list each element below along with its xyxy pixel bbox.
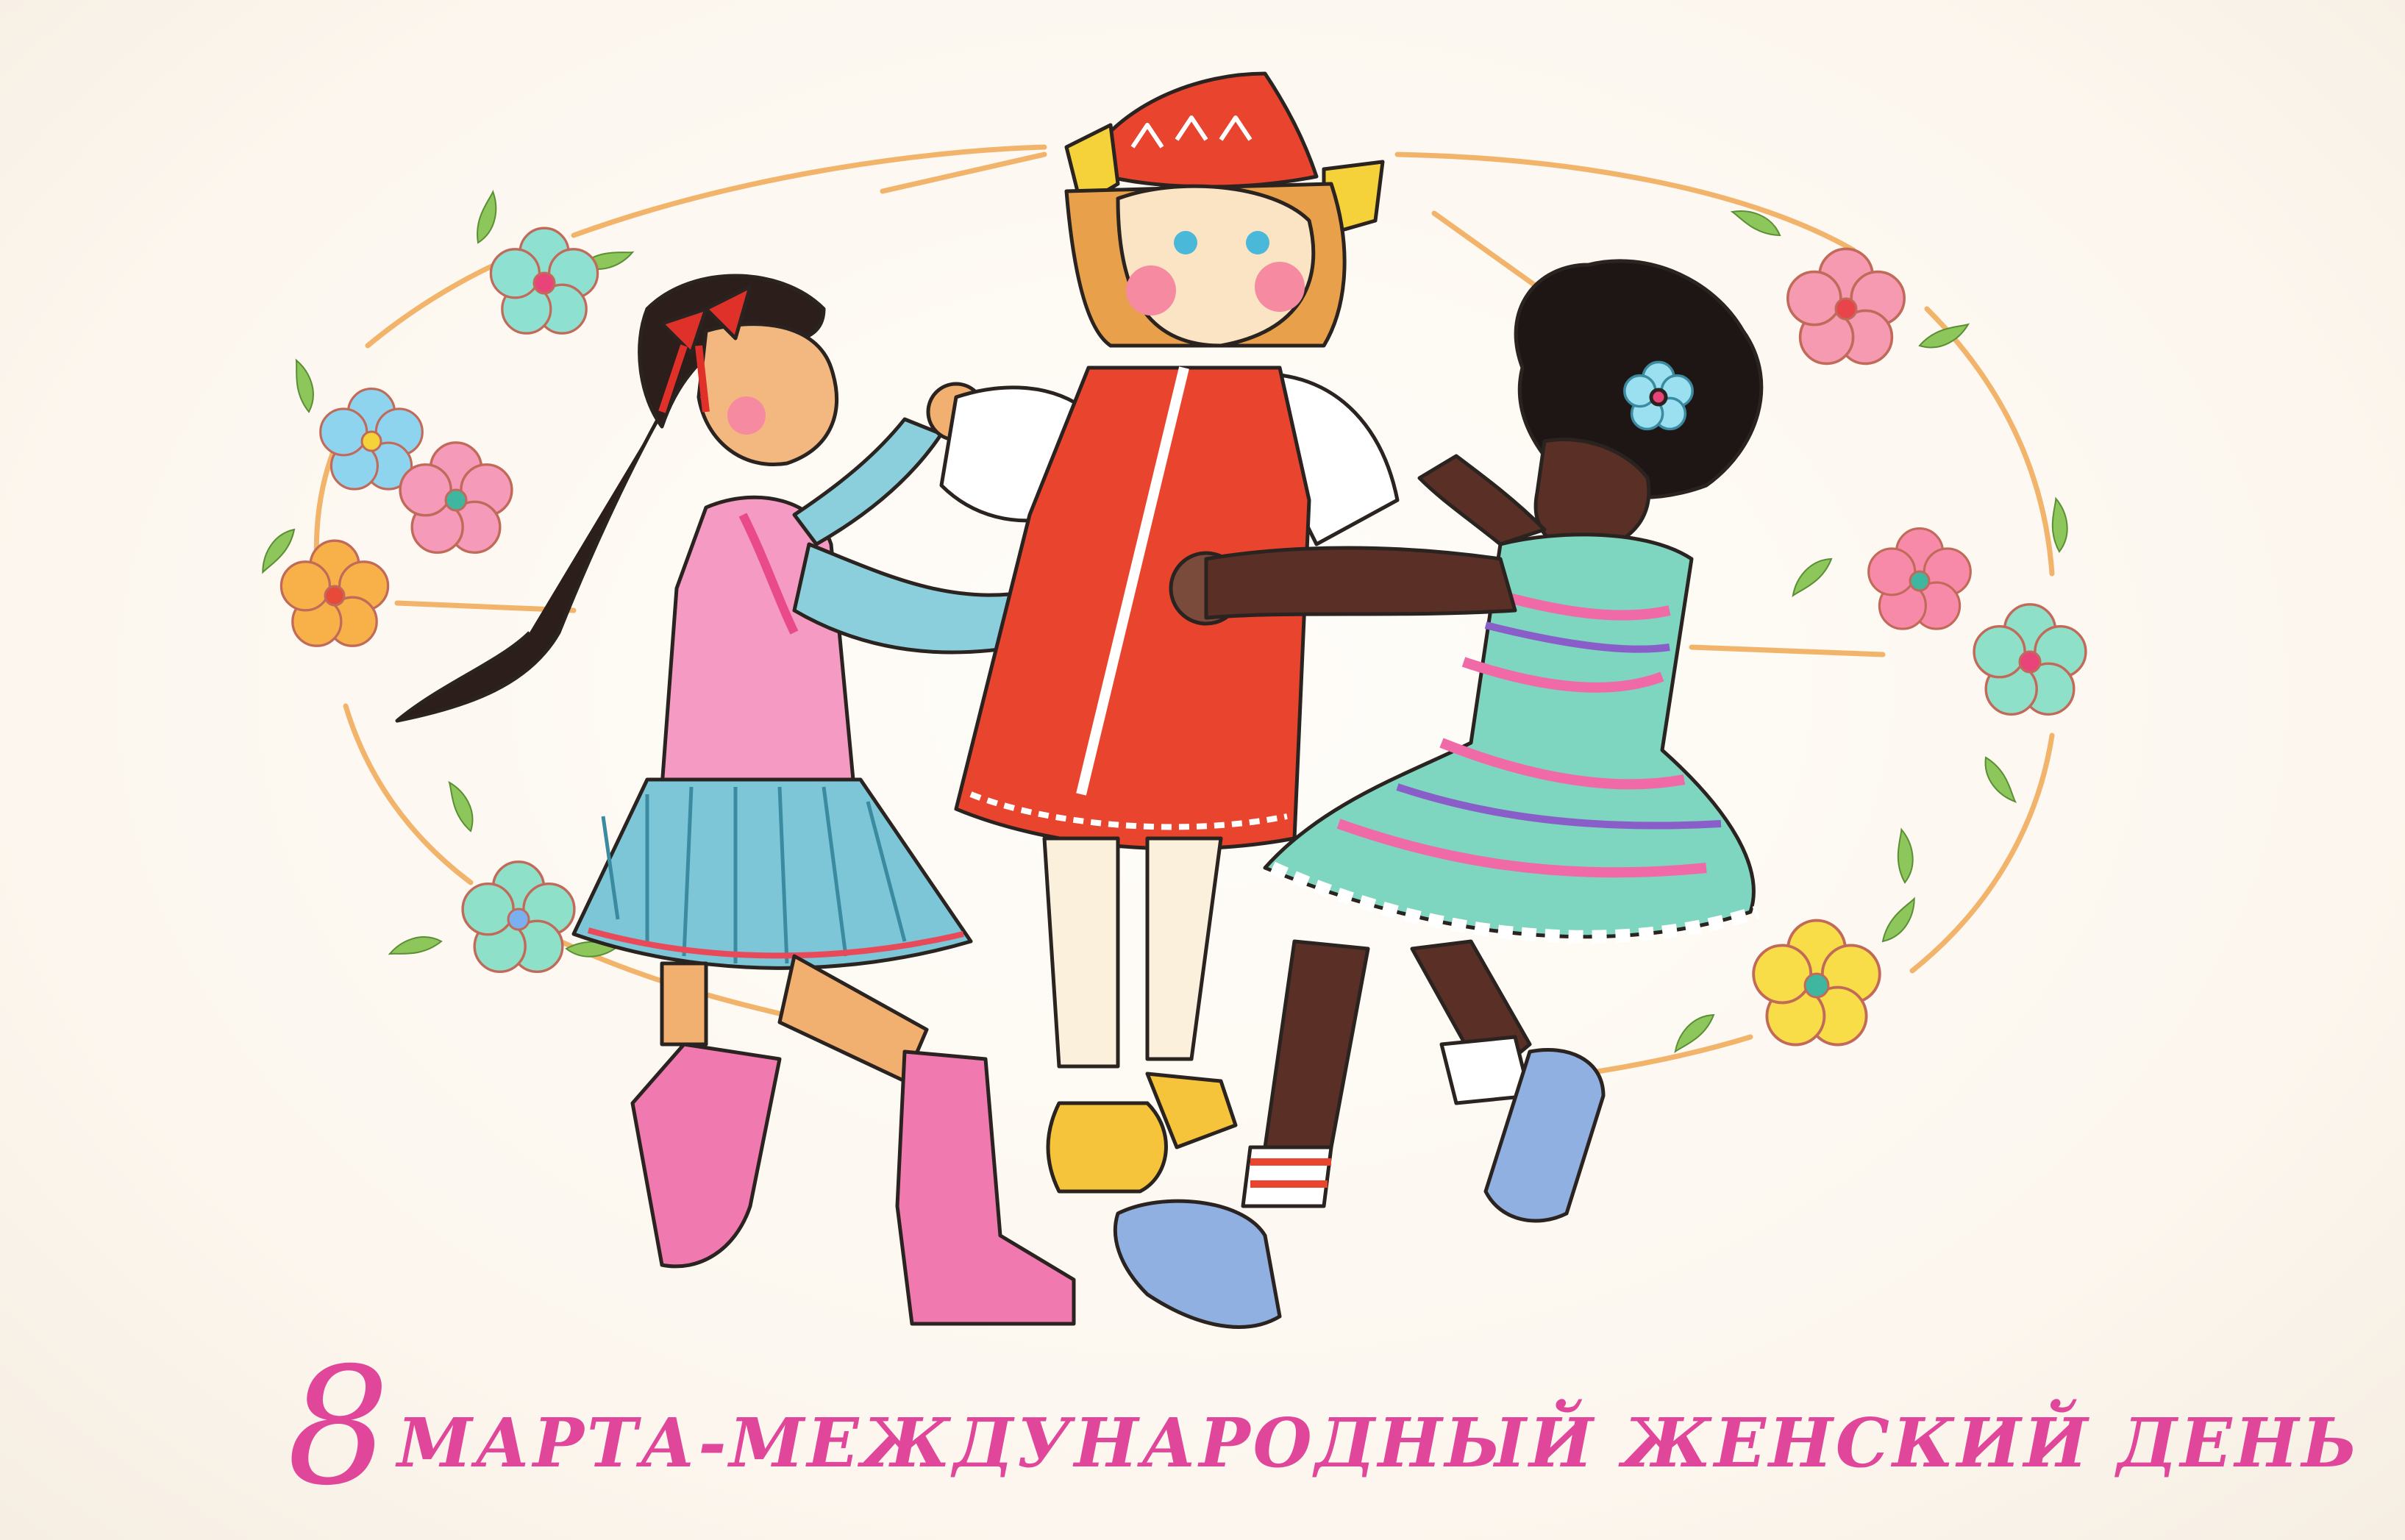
date-number: 8 bbox=[287, 1333, 390, 1521]
greeting-caption bbox=[287, 1309, 2361, 1521]
month-text: МАРТА bbox=[396, 1403, 699, 1483]
flower-cluster-right bbox=[1732, 197, 2086, 802]
flower-cluster-bottom-left bbox=[390, 783, 619, 972]
holiday-title: МЕЖДУНАРОДНЫЙ ЖЕНСКИЙ ДЕНЬ bbox=[729, 1403, 2361, 1483]
dash-text: - bbox=[698, 1403, 730, 1483]
